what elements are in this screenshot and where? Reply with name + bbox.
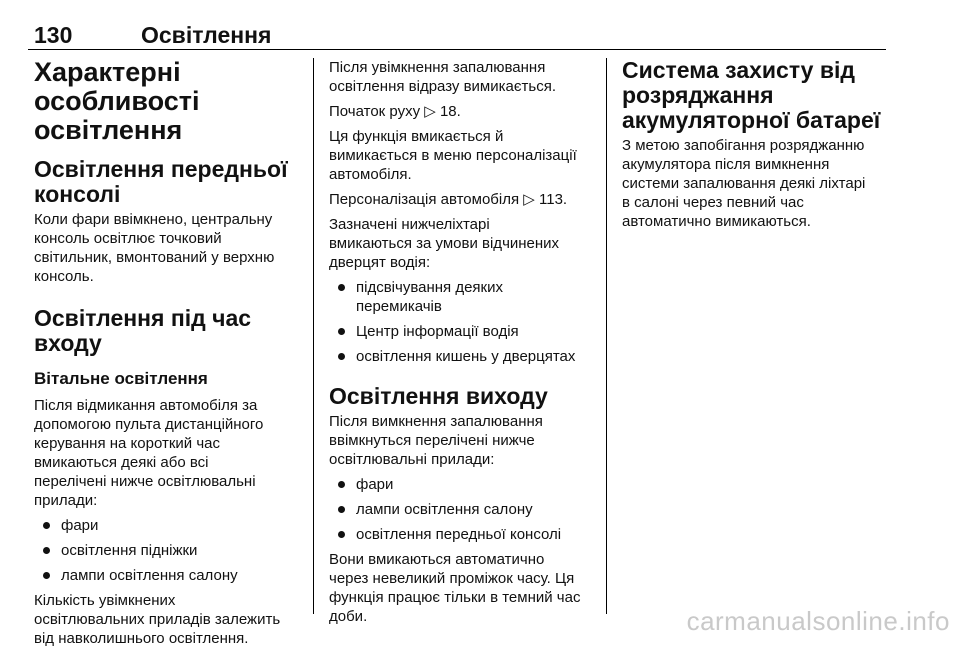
bullet-icon [43,572,50,579]
watermark: carmanualsonline.info [686,606,950,636]
column-1 [34,58,296,648]
vehicle-personalization-reference[interactable]: Персоналізація автомобіля ▷ 113. [329,191,568,208]
bullet-icon [338,353,345,360]
list-item: фари [34,516,296,535]
column-divider-1 [313,58,314,614]
reference-arrow-icon: ▷ [523,191,535,208]
exit-lighting-heading: Освітлення виходу [329,383,548,409]
list-item: підсвічування деяких перемикачів [329,278,597,316]
main-heading: Характерні особливості освітлення [34,57,200,145]
console-lighting-heading: Освітлення передньої консолі [34,156,288,207]
list-item: лампи освітлення салону [34,566,296,585]
bullet-icon [338,284,345,291]
bullet-icon [43,547,50,554]
battery-protection-heading: Система захисту від розряджання акумуляторної батареї [622,57,881,133]
entry-lighting-text: Після відмикання автомобіля за допомогою пульта дистанційного керування на короткий час вмикаються деякі або всі перелічені нижче освітлювальні прилади: [34,397,264,509]
bullet-icon [43,522,50,529]
bullet-icon [338,481,345,488]
list-item: освітлення підніжки [34,541,296,560]
entry-lighting-note: Кількість увімкнених освітлювальних приладів залежить від навколишнього освітлення. [34,592,281,647]
section-title: Освітлення [141,22,272,48]
personalization-menu-text: Ця функція вмикається й вимикається в меню персоналізації автомобіля. [329,128,577,183]
exit-lighting-list [329,475,597,544]
list-item: Центр інформації водія [329,322,597,341]
ignition-text: Після увімкнення запалювання освітлення відразу вимикається. [329,59,556,95]
bullet-icon [338,506,345,513]
page-number: 130 [34,22,73,48]
console-lighting-text: Коли фари ввімкнено, центральну консоль освітлює точковий світильник, вмонтований у верхню консоль. [34,211,275,285]
entry-lighting-heading: Освітлення під час входу [34,305,252,356]
column-divider-2 [606,58,607,614]
start-driving-reference[interactable]: Початок руху ▷ 18. [329,103,461,120]
list-item: фари [329,475,597,494]
driver-door-text: Зазначені нижчеліхтарі вмикаються за умови відчинених дверцят водія: [329,216,560,271]
page-header [28,22,886,52]
exit-lighting-text: Після вимкнення запалювання ввімкнуться перелічені нижче освітлювальні прилади: [329,413,543,468]
column-3 [622,58,892,231]
entry-lighting-list [34,516,296,585]
column-2 [329,58,597,626]
list-item: освітлення кишень у дверцятах [329,347,597,366]
battery-protection-text: З метою запобігання розряджанню акумулятора після вимкнення системи запалювання деякі ліхтарі в салоні через певний час автоматично вимикаються. [622,137,866,230]
exit-lighting-note: Вони вмикаються автоматично через невеликий проміжок часу. Ця функція працює тільки в темний час доби. [329,551,581,625]
bullet-icon [338,531,345,538]
list-item: освітлення передньої консолі [329,525,597,544]
list-item: лампи освітлення салону [329,500,597,519]
bullet-icon [338,328,345,335]
header-rule [28,49,886,50]
welcome-lighting-heading: Вітальне освітлення [34,369,208,388]
reference-arrow-icon: ▷ [424,103,436,120]
driver-door-list [329,278,597,366]
